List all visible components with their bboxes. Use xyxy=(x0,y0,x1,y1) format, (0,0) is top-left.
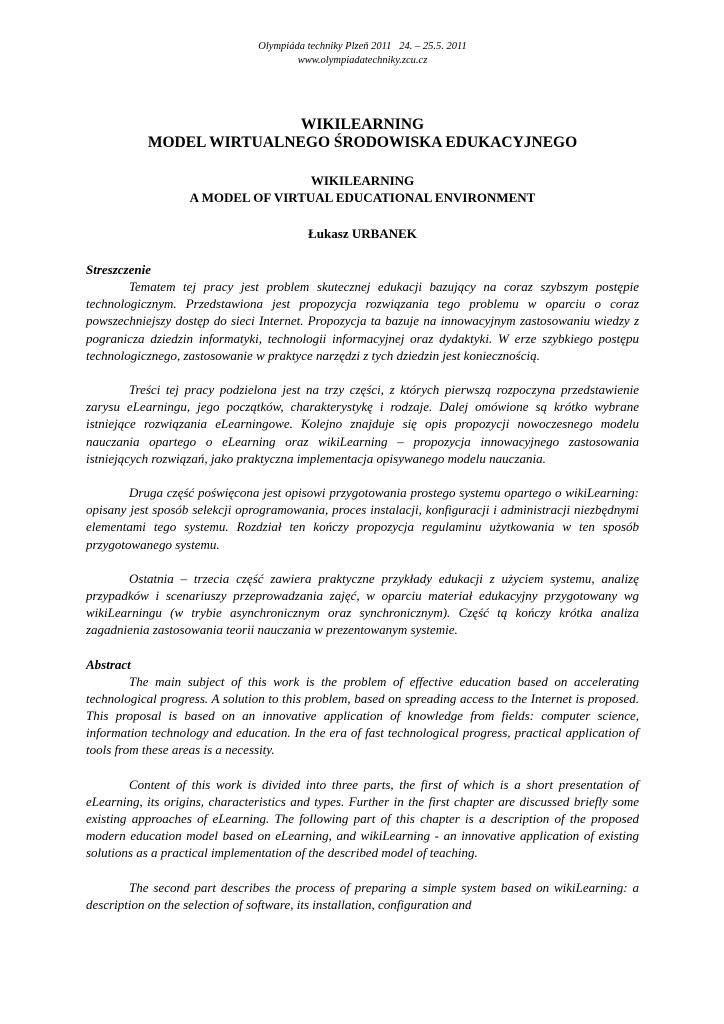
title-polish-line1: WIKILEARNING xyxy=(300,116,425,133)
running-header xyxy=(86,40,639,68)
streszczenie-paragraph: Tematem tej pracy jest problem skutecznej edukacji bazujący na coraz szybszym postępie technologicznym. Przedstawiona jest propozycja rozwiązania tego problemu w oparciu o coraz powszechniejszy dostęp do sieci Internet. Propozycja ta bazuje na innowacyjnym zastosowaniu wiedzy z pogranicza dziedzin informatyki, technologii informacyjnej oraz dydaktyki. W erze szybkiego postępu technologicznego, zastosowanie w praktyce narzędzi z tych dziedzin jest koniecznością. xyxy=(86,279,639,363)
abstract-paragraph: Content of this work is divided into three parts, the first of which is a short presentation of eLearning, its origins, characteristics and types. Further in the first chapter are discussed briefly some existing approaches of eLearning. The following part of this chapter is a description of the proposed modern education model based on eLearning, and wikiLearning - an innovative application of existing solutions as a practical implementation of the described model of teaching. xyxy=(86,776,639,861)
title-english-line2: A MODEL OF VIRTUAL EDUCATIONAL ENVIRONMENT xyxy=(189,190,536,205)
title-polish xyxy=(86,116,639,152)
header-conference: Olympiáda techniky Plzeň 2011 24. – 25.5. 2011 xyxy=(258,41,467,52)
streszczenie-paragraph: Ostatnia – trzecia część zawiera praktyczne przykłady edukacji z użyciem systemu, analizę przypadków i scenariuszy przeprowadzania zajęć, w oparciu materiał edukacyjny przygotowany wg wikiLearningu (w trybie asynchronicznym oraz synchronicznym). Część tą kończy krótka analiza zagadnienia zastosowania teorii nauczania w prezentowanym systemie. xyxy=(86,570,639,638)
streszczenie-paragraph: Treści tej pracy podzielona jest na trzy części, z których pierwszą rozpoczyna przedstawienie zarysu eLearningu, jego początków, charakterystykę i rodzaje. Dalej omówione są krótko wybrane istniejące rozwiązania eLearningowe. Kolejno znajduje się opis propozycji nowoczesnego modelu nauczania opartego o eLearning oraz wikiLearning – propozycja innowacyjnego zastosowania istniejących rozwiązań, jako praktyczna implementacja opisywanego modelu nauczania. xyxy=(86,382,639,466)
abstract-body xyxy=(86,673,639,913)
streszczenie-paragraph: Druga część poświęcona jest opisowi przygotowania prostego systemu opartego o wikiLearning: opisany jest sposób selekcji oprogramowania, proces instalacji, konfiguracji i administracji niezbędnymi elementami tego systemu. Rozdział ten kończy propozycja regulaminu użytkowania w ten sposób przygotowanego systemu. xyxy=(86,485,639,552)
author-name: Łukasz URBANEK xyxy=(308,226,417,241)
streszczenie-heading: Streszczenie xyxy=(86,262,151,277)
abstract-paragraph: The main subject of this work is the problem of effective education based on accelerating technological progress. A solution to this problem, based on spreading access to the Internet is proposed. This proposal is based on an innovative application of knowledge from fields: computer science, information technology and education. In the era of fast technological progress, practical application of tools from these areas is a necessity. xyxy=(86,673,639,758)
abstract-heading: Abstract xyxy=(86,656,131,672)
document-page xyxy=(86,40,639,913)
title-english xyxy=(86,172,639,206)
header-url: www.olympiadatechniky.zcu.cz xyxy=(297,55,428,66)
title-english-line1: WIKILEARNING xyxy=(310,173,415,188)
abstract-paragraph: The second part describes the process of preparing a simple system based on wikiLearning: a description on the selection of software, its installation, configuration and xyxy=(86,879,639,912)
title-polish-line2: MODEL WIRTUALNEGO ŚRODOWISKA EDUKACYJNEGO xyxy=(147,134,578,151)
streszczenie-body xyxy=(86,278,639,639)
